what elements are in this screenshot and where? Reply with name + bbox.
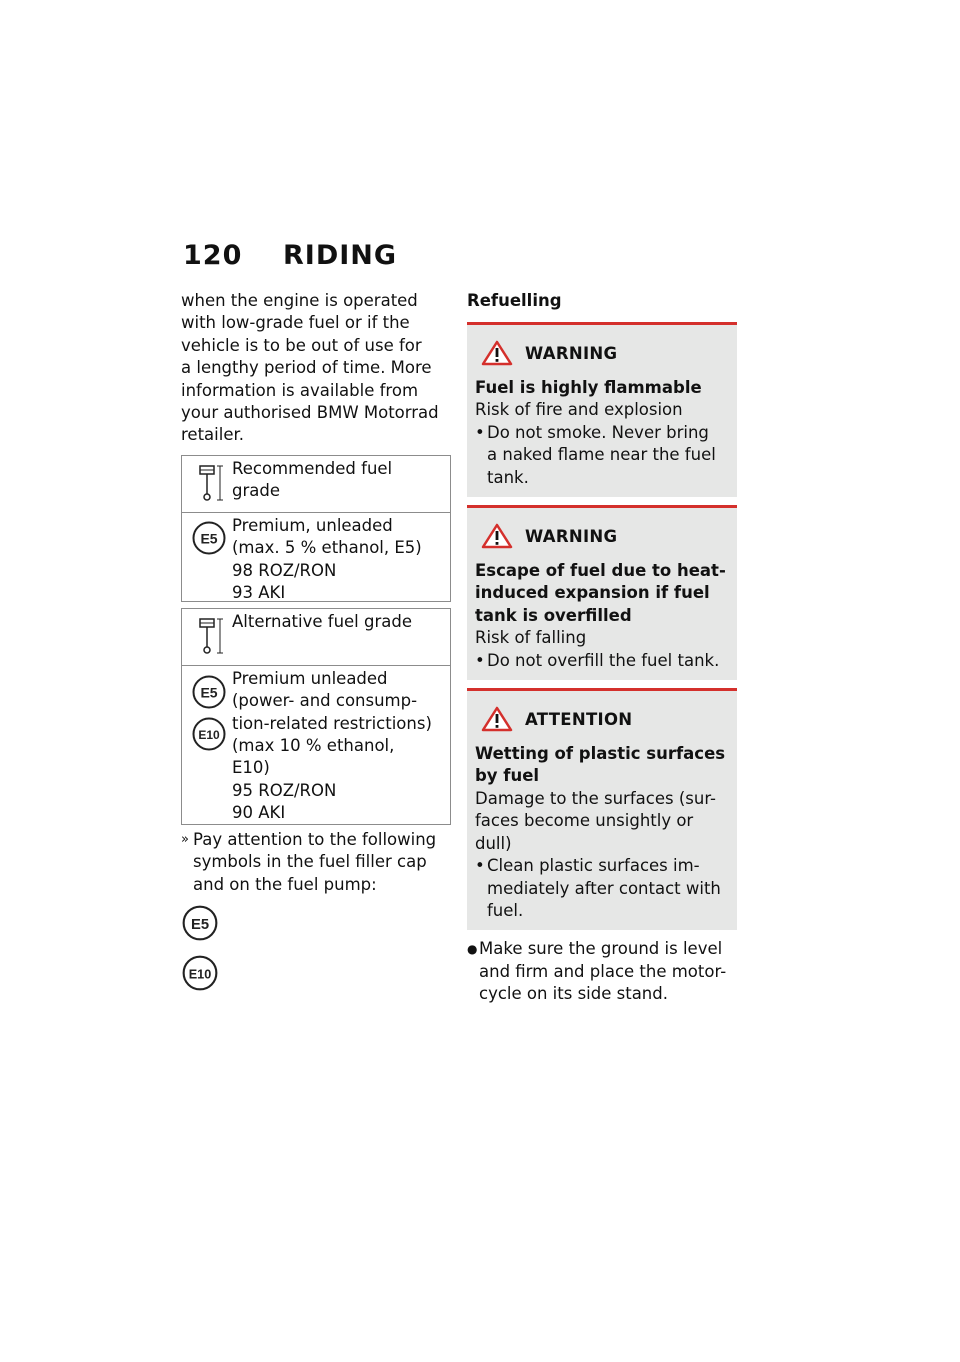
table-row	[182, 456, 450, 512]
table-row	[182, 609, 450, 665]
section-heading: Refuelling	[467, 291, 562, 310]
notice-title: Fuel is highly flammable	[475, 378, 702, 397]
left-column	[181, 290, 451, 992]
notice-label: ATTENTION	[525, 709, 633, 729]
instruction-text: Pay attention to the following symbols in the fuel filler cap and on the fuel pump:	[193, 829, 437, 894]
svg-text:E10: E10	[188, 967, 212, 982]
notice-instruction: • Do not overfill the fuel tank.	[475, 650, 720, 670]
table-row	[182, 665, 450, 824]
notice-title: Escape of fuel due to heat- induced expansion if fuel tank is overfilled	[475, 561, 726, 625]
table-row	[182, 512, 450, 601]
e10-badge-icon	[191, 716, 227, 752]
e10-badge-icon	[181, 954, 219, 992]
e5-badge-icon	[191, 674, 227, 710]
piston-icon	[196, 464, 226, 504]
action-step: ● Make sure the ground is level and firm and place the motor- cycle on its side stand.	[467, 938, 737, 1005]
warning-triangle-icon	[481, 706, 513, 732]
recommended-fuel-value: Premium, unleaded (max. 5 % ethanol, E5) 98 ROZ/RON 93 AKI	[232, 515, 422, 603]
svg-text:E10: E10	[198, 727, 220, 742]
page-header	[183, 240, 743, 280]
warning-notice	[467, 505, 737, 680]
svg-text:E5: E5	[190, 916, 210, 933]
attention-notice	[467, 688, 737, 930]
instruction-item: » Pay attention to the following symbols in the fuel filler cap and on the fuel pump:	[181, 829, 451, 896]
intro-paragraph: when the engine is operated with low-grade fuel or if the vehicle is to be out of use for a lengthy period of time. More information is available from your authorised BMW Motorrad retailer.	[181, 291, 439, 445]
notice-label: WARNING	[525, 526, 618, 546]
chapter-title: RIDING	[283, 240, 398, 271]
piston-icon	[196, 617, 226, 657]
notice-body: Damage to the surfaces (sur- faces become unsightly or dull)	[475, 788, 716, 853]
e5-badge-icon	[191, 520, 227, 556]
alternative-fuel-table	[181, 608, 451, 825]
warning-triangle-icon	[481, 340, 513, 366]
notice-title: Wetting of plastic surfaces by fuel	[475, 744, 726, 786]
notice-label: WARNING	[525, 343, 618, 363]
svg-text:E5: E5	[200, 530, 218, 547]
notice-instruction: • Clean plastic surfaces im- mediately after contact with fuel.	[475, 856, 721, 920]
alternative-fuel-value: Premium unleaded (power- and consump- tion-related restrictions) (max 10 % ethanol, E10) 95 ROZ/RON 90 AKI	[232, 668, 432, 823]
warning-notice	[467, 322, 737, 497]
alternative-fuel-label: Alternative fuel grade	[232, 611, 413, 631]
page-number: 120	[183, 240, 243, 271]
notice-body: Risk of falling	[475, 628, 587, 648]
recommended-fuel-label: Recommended fuel grade	[232, 458, 393, 501]
action-text: Make sure the ground is level and firm and place the motor- cycle on its side stand.	[479, 939, 727, 1004]
e5-badge-icon	[181, 904, 219, 942]
fuel-grade-table	[181, 455, 451, 602]
warning-triangle-icon	[481, 523, 513, 549]
notice-body: Risk of fire and explosion	[475, 400, 683, 420]
svg-text:E5: E5	[200, 684, 218, 701]
notice-instruction: • Do not smoke. Never bring a naked flame near the fuel tank.	[475, 422, 716, 487]
right-column	[467, 290, 737, 1006]
